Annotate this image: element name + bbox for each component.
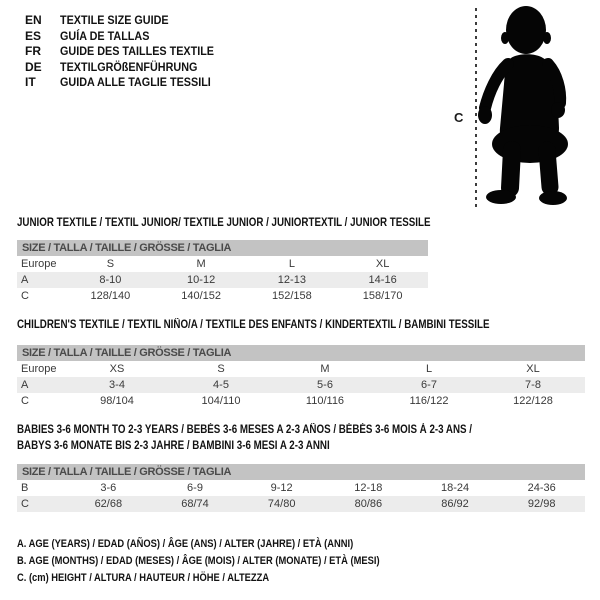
language-row bbox=[25, 13, 231, 29]
table-row bbox=[17, 272, 428, 288]
baby-silhouette bbox=[478, 6, 568, 205]
table-cell: 12-18 bbox=[354, 482, 383, 494]
row-label: A bbox=[21, 274, 29, 286]
table-cell: 14-16 bbox=[368, 274, 397, 286]
table-row bbox=[17, 256, 428, 272]
table-cell: 3-4 bbox=[109, 379, 125, 391]
row-label: B bbox=[21, 482, 29, 494]
table-cell: 10-12 bbox=[187, 274, 216, 286]
table-cell: 92/98 bbox=[527, 498, 556, 510]
row-label: C bbox=[21, 498, 29, 510]
table-cell: 110/116 bbox=[305, 395, 345, 407]
table-cell: 7-8 bbox=[525, 379, 541, 391]
table-cell: 5-6 bbox=[317, 379, 333, 391]
row-label: A bbox=[21, 379, 29, 391]
legend-line-c: C. (cm) HEIGHT / ALTURA / HAUTEUR / HÖHE / ALTEZZA bbox=[17, 572, 270, 584]
table-cell: 3-6 bbox=[100, 482, 117, 494]
table-cell: 104/110 bbox=[201, 395, 241, 407]
table-row bbox=[17, 480, 585, 496]
children-size-table bbox=[17, 345, 585, 409]
row-label: Europe bbox=[21, 258, 57, 270]
table-cell: S bbox=[106, 258, 115, 270]
table-cell: 158/170 bbox=[362, 290, 403, 302]
measure-label-c: C bbox=[454, 110, 464, 125]
table-cell: 6-7 bbox=[421, 379, 437, 391]
babies-table-title-line1: BABIES 3-6 MONTH TO 2-3 YEARS / BEBÉS 3-6 MESES A 2-3 AÑOS / BÉBÉS 3-6 MOIS À 2-3 ANS / bbox=[17, 424, 473, 436]
table-cell: 12-13 bbox=[277, 274, 306, 286]
table-cell: XL bbox=[526, 363, 540, 375]
table-cell: 98/104 bbox=[100, 395, 134, 407]
table-cell: 62/68 bbox=[94, 498, 123, 510]
language-title: GUIDE DES TAILLES TEXTILE bbox=[60, 44, 215, 58]
row-label: C bbox=[21, 395, 29, 407]
table-cell: 152/158 bbox=[271, 290, 312, 302]
baby-silhouette-svg bbox=[440, 0, 600, 215]
table-cell: M bbox=[320, 363, 330, 375]
row-label: C bbox=[21, 290, 29, 302]
table-cell: S bbox=[217, 363, 225, 375]
table-cell: 4-5 bbox=[213, 379, 229, 391]
language-code: ES bbox=[25, 28, 42, 43]
language-title: GUÍA DE TALLAS bbox=[60, 28, 150, 43]
table-row bbox=[17, 496, 585, 512]
language-code: FR bbox=[25, 44, 41, 58]
language-title: GUIDA ALLE TAGLIE TESSILI bbox=[60, 75, 211, 89]
babies-size-table bbox=[17, 464, 585, 512]
table-cell: 80/86 bbox=[354, 498, 383, 510]
language-title-list bbox=[25, 13, 231, 91]
junior-table-title: JUNIOR TEXTILE / TEXTIL JUNIOR/ TEXTILE JUNIOR / JUNIORTEXTIL / JUNIOR TESSILE bbox=[17, 217, 431, 229]
table-row bbox=[17, 288, 428, 304]
children-table-title: CHILDREN'S TEXTILE / TEXTIL NIÑO/A / TEXTILE DES ENFANTS / KINDERTEXTIL / BAMBINI TESSILE bbox=[17, 319, 490, 331]
table-row bbox=[17, 377, 585, 393]
language-code: EN bbox=[25, 13, 42, 27]
table-cell: 24-36 bbox=[527, 482, 556, 494]
language-code: IT bbox=[25, 75, 36, 89]
language-row bbox=[25, 60, 231, 76]
language-title: TEXTILE SIZE GUIDE bbox=[60, 13, 169, 27]
legend-line-a: A. AGE (YEARS) / EDAD (AÑOS) / ÂGE (ANS) / ALTER (JAHRE) / ETÀ (ANNI) bbox=[17, 538, 354, 550]
table-cell: 8-10 bbox=[99, 274, 122, 286]
table-cell: XS bbox=[109, 363, 125, 375]
size-header-bar: SIZE / TALLA / TAILLE / GRÖSSE / TAGLIA bbox=[17, 464, 585, 480]
table-cell: 18-24 bbox=[440, 482, 470, 494]
row-label: Europe bbox=[21, 363, 57, 375]
language-row bbox=[25, 29, 231, 45]
table-cell: M bbox=[196, 258, 206, 270]
language-code: DE bbox=[25, 59, 42, 74]
language-title: TEXTILGRÖßENFÜHRUNG bbox=[60, 59, 198, 74]
size-header-bar: SIZE / TALLA / TAILLE / GRÖSSE / TAGLIA bbox=[17, 345, 585, 361]
table-row bbox=[17, 393, 585, 409]
size-header-bar: SIZE / TALLA / TAILLE / GRÖSSE / TAGLIA bbox=[17, 240, 428, 256]
table-cell: 9-12 bbox=[270, 482, 293, 494]
junior-size-table bbox=[17, 240, 428, 304]
table-cell: 68/74 bbox=[181, 498, 209, 510]
table-cell: L bbox=[288, 258, 295, 270]
measurement-legend bbox=[17, 536, 444, 587]
table-cell: 140/152 bbox=[181, 290, 221, 302]
language-row bbox=[25, 44, 231, 60]
table-cell: XL bbox=[375, 258, 390, 270]
babies-table-title-line2: BABYS 3-6 MONATE BIS 2-3 JAHRE / BAMBINI 3-6 MESI A 2-3 ANNI bbox=[17, 440, 330, 452]
table-cell: 74/80 bbox=[267, 498, 296, 510]
table-cell: 6-9 bbox=[187, 482, 203, 494]
table-row bbox=[17, 361, 585, 377]
baby-figure bbox=[440, 0, 600, 215]
table-cell: 122/128 bbox=[513, 395, 553, 407]
language-row bbox=[25, 75, 231, 91]
table-cell: 116/122 bbox=[409, 395, 449, 407]
table-cell: 128/140 bbox=[90, 290, 131, 302]
legend-line-b: B. AGE (MONTHS) / EDAD (MESES) / ÂGE (MOIS) / ALTER (MONATE) / ETÀ (MESI) bbox=[17, 555, 380, 567]
table-cell: 86/92 bbox=[441, 498, 469, 510]
table-cell: L bbox=[425, 363, 433, 375]
